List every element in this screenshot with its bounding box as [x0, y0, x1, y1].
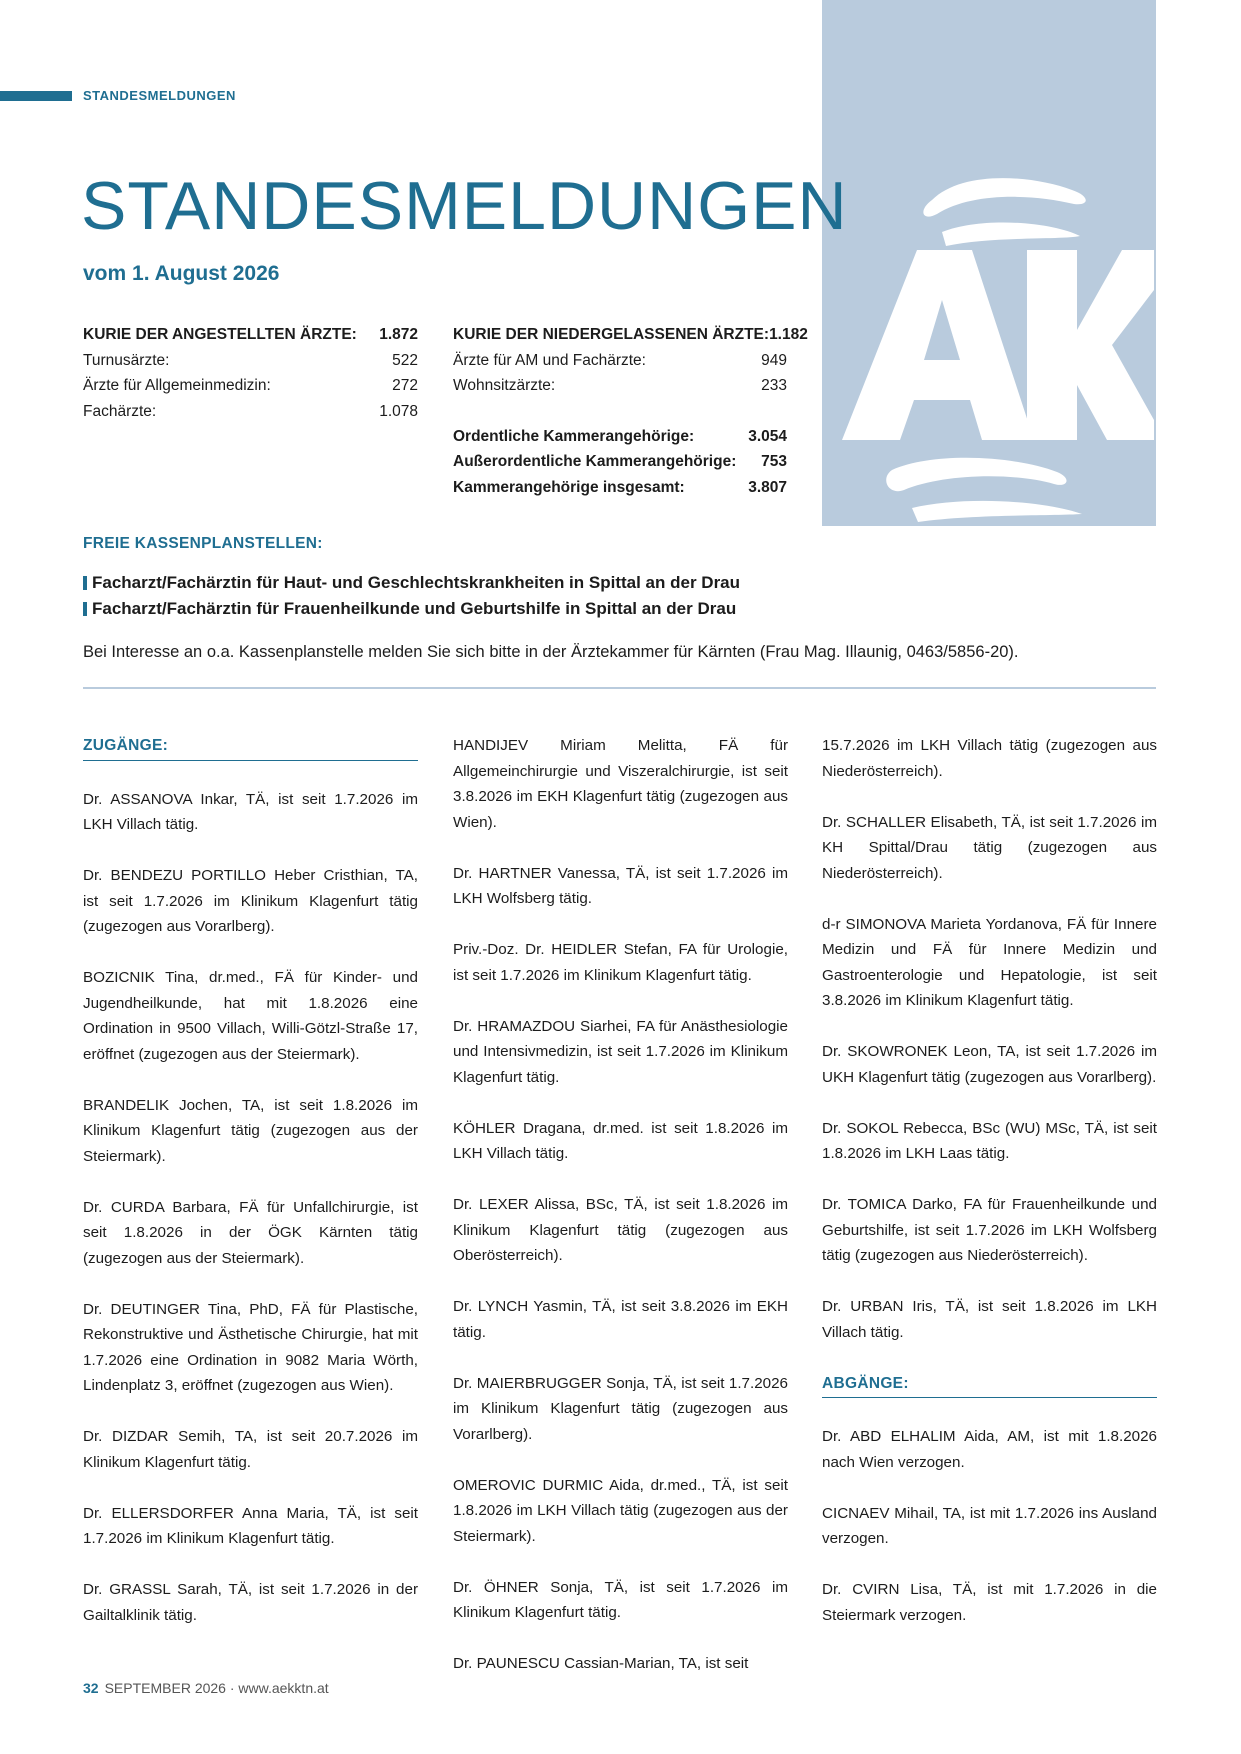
page-subtitle: vom 1. August 2026	[83, 262, 280, 285]
list-item: Dr. ASSANOVA Inkar, TÄ, ist seit 1.7.2026 im LKH Villach tätig.	[83, 790, 418, 833]
stat-label: Ärzte für Allgemeinmedizin:	[83, 377, 271, 394]
stat-label: Ordentliche Kammerangehörige:	[453, 427, 695, 445]
list-item: Dr. BENDEZU PORTILLO Heber Cristhian, TA, ist seit 1.7.2026 im Klinikum Klagenfurt tätig (zugezogen aus Vorarlberg).	[83, 867, 418, 935]
list-item: Dr. DEUTINGER Tina, PhD, FÄ für Plastische, Rekonstruktive und Ästhetische Chirurgie, hat mit 1.7.2026 eine Ordination in 9082 Maria Wörth, Lindenplatz 3, eröffnet (zugezogen aus Wien).	[83, 1300, 418, 1394]
freie-heading: FREIE KASSENPLANSTELLEN:	[83, 535, 323, 552]
position-item	[83, 596, 740, 622]
aek-logo	[822, 0, 1156, 526]
list-item: BOZICNIK Tina, dr.med., FÄ für Kinder- und Jugendheilkunde, hat mit 1.8.2026 eine Ordination in 9500 Villach, Willi-Götzl-Straße 17, eröffnet (zugezogen aus der Steiermark).	[83, 969, 418, 1063]
list-item: Dr. HARTNER Vanessa, TÄ, ist seit 1.7.2026 im LKH Wolfsberg tätig.	[453, 864, 788, 907]
stats-row	[83, 348, 418, 374]
stat-value: 1.872	[379, 326, 418, 343]
list-item: KÖHLER Dragana, dr.med. ist seit 1.8.2026 im LKH Villach tätig.	[453, 1119, 788, 1162]
stats-row	[453, 322, 808, 348]
list-item: Dr. SCHALLER Elisabeth, TÄ, ist seit 1.7.2026 im KH Spittal/Drau tätig (zugezogen aus Niederösterreich).	[822, 813, 1157, 882]
list-item: Dr. LEXER Alissa, BSc, TÄ, ist seit 1.8.2026 im Klinikum Klagenfurt tätig (zugezogen aus Oberösterreich).	[453, 1196, 788, 1264]
stat-value: 3.807	[748, 478, 787, 496]
list-item: d-r SIMONOVA Marieta Yordanova, FÄ für Innere Medizin und FÄ für Innere Medizin und Gastroenterologie und Hepatologie, ist seit 3.8.2026 im Klinikum Klagenfurt tätig.	[822, 915, 1157, 1009]
stat-label: Kammerangehörige insgesamt:	[453, 478, 685, 496]
abgaenge-heading: ABGÄNGE:	[822, 1371, 1157, 1399]
column-3	[822, 733, 1157, 1628]
stat-label: KURIE DER ANGESTELLTEN ÄRZTE:	[83, 326, 357, 343]
position-text: Facharzt/Fachärztin für Haut- und Geschlechtskrankheiten in Spittal an der Drau	[92, 573, 741, 592]
stats-row	[453, 348, 787, 374]
page-footer	[83, 1680, 329, 1696]
list-item: HANDIJEV Miriam Melitta, FÄ für Allgemeinchirurgie und Viszeralchirurgie, ist seit 3.8.2026 im EKH Klagenfurt tätig (zugezogen aus Wien).	[453, 737, 788, 831]
stats-employed	[83, 322, 418, 424]
stats-summary-row	[453, 424, 787, 450]
stat-label: KURIE DER NIEDERGELASSENEN ÄRZTE:	[453, 326, 770, 343]
list-item: Dr. ABD ELHALIM Aida, AM, ist mit 1.8.2026 nach Wien verzogen.	[822, 1428, 1157, 1471]
list-item: OMEROVIC DURMIC Aida, dr.med., TÄ, ist seit 1.8.2026 im LKH Villach tätig (zugezogen aus der Steiermark).	[453, 1476, 788, 1545]
stat-value: 1.182	[769, 326, 808, 343]
list-item: Dr. DIZDAR Semih, TA, ist seit 20.7.2026 im Klinikum Klagenfurt tätig.	[83, 1428, 418, 1471]
column-2	[453, 733, 788, 1677]
list-item: Dr. PAUNESCU Cassian-Marian, TA, ist seit	[453, 1655, 749, 1672]
stats-summary-row	[453, 475, 787, 501]
list-item: Dr. HRAMAZDOU Siarhei, FA für Anästhesiologie und Intensivmedizin, ist seit 1.7.2026 im Klinikum Klagenfurt tätig.	[453, 1017, 788, 1086]
list-item: Dr. CVIRN Lisa, TÄ, ist mit 1.7.2026 in die Steiermark verzogen.	[822, 1581, 1157, 1624]
stat-value: 522	[392, 351, 418, 369]
section-marker-bar	[0, 91, 72, 101]
stat-value: 272	[392, 377, 418, 394]
stat-label: Wohnsitzärzte:	[453, 377, 556, 394]
page-number: 32	[83, 1680, 99, 1696]
stats-practicing	[453, 322, 808, 500]
bullet-bar	[83, 576, 87, 590]
stat-value: 1.078	[379, 402, 418, 420]
stat-value: 949	[761, 351, 787, 369]
list-item: Dr. GRASSL Sarah, TÄ, ist seit 1.7.2026 in der Gailtalklinik tätig.	[83, 1581, 418, 1624]
bullet-bar	[83, 602, 87, 616]
list-item: Dr. MAIERBRUGGER Sonja, TÄ, ist seit 1.7.2026 im Klinikum Klagenfurt tätig (zugezogen aus Vorarlberg).	[453, 1374, 788, 1443]
stat-value: 753	[761, 453, 787, 470]
stat-label: Turnusärzte:	[83, 351, 170, 369]
list-item: Dr. ÖHNER Sonja, TÄ, ist seit 1.7.2026 im Klinikum Klagenfurt tätig.	[453, 1578, 788, 1621]
stats-summary-row	[453, 449, 787, 475]
list-item: Dr. CURDA Barbara, FÄ für Unfallchirurgie, ist seit 1.8.2026 in der ÖGK Kärnten tätig (zugezogen aus der Steiermark).	[83, 1198, 418, 1267]
list-item: Dr. SOKOL Rebecca, BSc (WU) MSc, TÄ, ist seit 1.8.2026 im LKH Laas tätig.	[822, 1119, 1157, 1162]
section-label: STANDESMELDUNGEN	[83, 88, 236, 103]
list-item: Dr. URBAN Iris, TÄ, ist seit 1.8.2026 im LKH Villach tätig.	[822, 1298, 1157, 1341]
stat-label: Ärzte für AM und Fachärzte:	[453, 351, 646, 369]
contact-info: Bei Interesse an o.a. Kassenplanstelle melden Sie sich bitte in der Ärztekammer für Kärnten (Frau Mag. Illaunig, 0463/5856-20).	[83, 643, 1019, 661]
list-item: BRANDELIK Jochen, TA, ist seit 1.8.2026 im Klinikum Klagenfurt tätig (zugezogen aus der Steiermark).	[83, 1096, 418, 1165]
stats-row	[453, 373, 787, 399]
stat-label: Fachärzte:	[83, 402, 157, 420]
list-item: Priv.-Doz. Dr. HEIDLER Stefan, FA für Urologie, ist seit 1.7.2026 im Klinikum Klagenfurt tätig.	[453, 941, 788, 984]
list-item: 15.7.2026 im LKH Villach tätig (zugezogen aus Niederösterreich).	[822, 737, 1157, 780]
stat-label: Außerordentliche Kammerangehörige:	[453, 453, 737, 470]
stat-value: 3.054	[748, 427, 787, 445]
list-item: CICNAEV Mihail, TA, ist mit 1.7.2026 ins Ausland verzogen.	[822, 1504, 1157, 1547]
stats-row	[83, 322, 418, 348]
position-item	[83, 570, 740, 596]
list-item: Dr. TOMICA Darko, FA für Frauenheilkunde und Geburtshilfe, ist seit 1.7.2026 im LKH Wolfsberg tätig (zugezogen aus Niederösterreich).	[822, 1196, 1157, 1264]
list-item: Dr. LYNCH Yasmin, TÄ, ist seit 3.8.2026 im EKH tätig.	[453, 1298, 788, 1341]
page-title: STANDESMELDUNGEN	[81, 168, 848, 244]
open-positions	[83, 570, 740, 622]
list-item: Dr. ELLERSDORFER Anna Maria, TÄ, ist seit 1.7.2026 im Klinikum Klagenfurt tätig.	[83, 1504, 418, 1547]
logo-panel	[822, 0, 1156, 526]
column-1	[83, 733, 418, 1628]
divider	[83, 687, 1156, 689]
list-item: Dr. SKOWRONEK Leon, TA, ist seit 1.7.2026 im UKH Klagenfurt tätig (zugezogen aus Vorarlberg).	[822, 1043, 1157, 1086]
position-text: Facharzt/Fachärztin für Frauenheilkunde und Geburtshilfe in Spittal an der Drau	[92, 599, 737, 618]
zugaenge-heading: ZUGÄNGE:	[83, 733, 418, 761]
stats-row	[83, 399, 418, 425]
footer-text: SEPTEMBER 2026 · www.aekktn.at	[104, 1680, 329, 1696]
stat-value: 233	[761, 377, 787, 394]
stats-row	[83, 373, 418, 399]
